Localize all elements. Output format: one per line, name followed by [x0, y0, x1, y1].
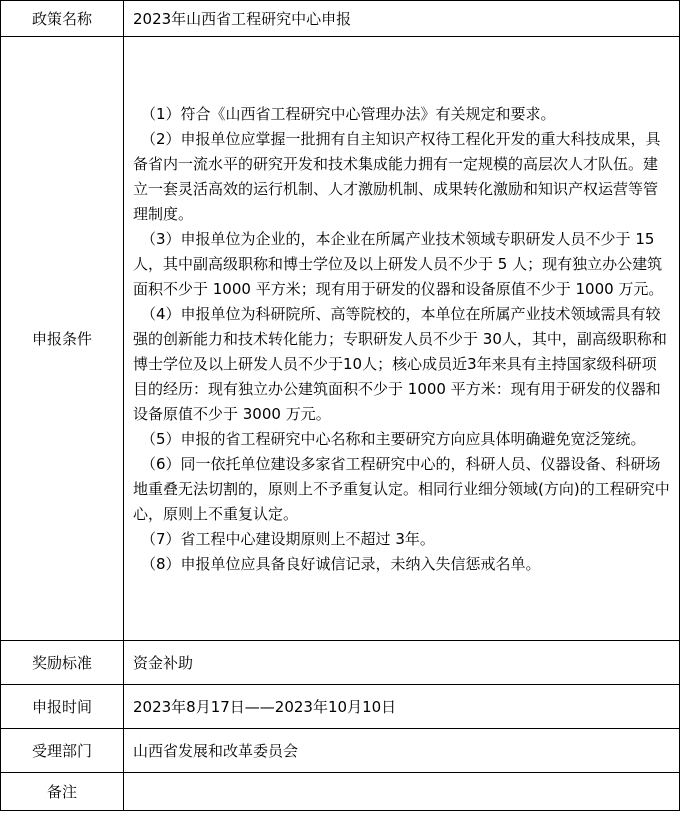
- reward-value: 资金补助: [124, 641, 680, 685]
- department-value: 山西省发展和改革委员会: [124, 729, 680, 773]
- row-conditions: [1, 37, 680, 641]
- time-value: 2023年8月17日——2023年10月10日: [124, 685, 680, 729]
- row-department: [1, 729, 680, 773]
- policy-name-label: 政策名称: [1, 1, 124, 37]
- row-policy-name: [1, 1, 680, 37]
- row-time: [1, 685, 680, 729]
- condition-item-2: （2）申报单位应掌握一批拥有自主知识产权待工程化开发的重大科技成果，具备省内一流水平的研究开发和技术集成能力拥有一定规模的高层次人才队伍。建立一套灵活高效的运行机制、人才激励机制、成果转化激励和知识产权运营等管理制度。: [133, 130, 661, 223]
- condition-item-7: （7）省工程中心建设期原则上不超过 3年。: [141, 530, 435, 548]
- condition-item-5: （5）申报的省工程研究中心名称和主要研究方向应具体明确避免宽泛笼统。: [141, 430, 646, 448]
- remarks-value: [124, 773, 680, 811]
- row-reward: [1, 641, 680, 685]
- condition-item-1: （1）符合《山西省工程研究中心管理办法》有关规定和要求。: [141, 105, 556, 123]
- conditions-value: [124, 37, 680, 641]
- time-label: 申报时间: [1, 685, 124, 729]
- condition-item-8: （8）申报单位应具备良好诚信记录，未纳入失信惩戒名单。: [141, 555, 541, 573]
- department-label: 受理部门: [1, 729, 124, 773]
- condition-item-4: （4）申报单位为科研院所、高等院校的，本单位在所属产业技术领域需具有较强的创新能力和技术转化能力；专职研发人员不少于 30人，其中，副高级职称和博士学位及以上研发人员不少于10人；核心成员近3年来具有主持国家级科研项目的经历：现有独立办公建筑面积不少于 1000 平方米：现有用于研发的仪器和设备原值不少于 3000 万元。: [133, 305, 667, 423]
- row-remarks: [1, 773, 680, 811]
- condition-item-3: （3）申报单位为企业的，本企业在所属产业技术领域专职研发人员不少于 15 人，其中副高级职称和博士学位及以上研发人员不少于 5 人；现有独立办公建筑面积不少于 1000 平方米；现有用于研发的仪器和设备原值不少于 1000 万元。: [133, 230, 664, 298]
- condition-item-6: （6）同一依托单位建设多家省工程研究中心的，科研人员、仪器设备、科研场地重叠无法切割的，原则上不予重复认定。相同行业细分领域(方向)的工程研究中心，原则上不重复认定。: [133, 455, 670, 523]
- policy-name-value: 2023年山西省工程研究中心申报: [124, 1, 680, 37]
- remarks-label: 备注: [1, 773, 124, 811]
- reward-label: 奖励标准: [1, 641, 124, 685]
- conditions-label: 申报条件: [1, 37, 124, 641]
